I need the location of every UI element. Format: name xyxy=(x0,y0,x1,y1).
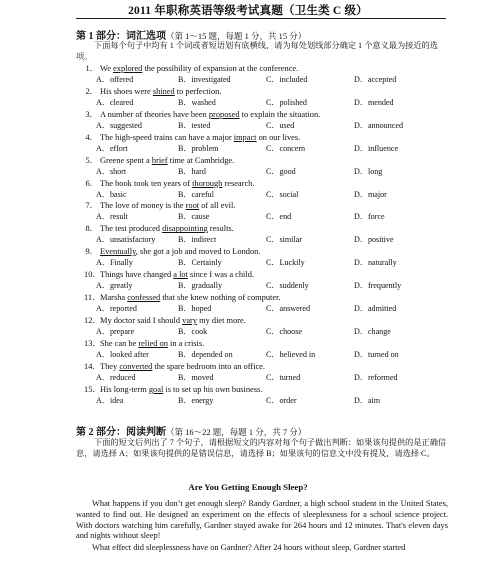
underlined-word: a lot xyxy=(173,270,188,280)
underlined-word: Eventually xyxy=(100,247,136,257)
title-divider xyxy=(76,18,446,19)
question-stem xyxy=(84,293,448,303)
answer-option: A．suggested xyxy=(96,120,142,130)
question-text: Greene spent a xyxy=(100,155,152,165)
underlined-word: disappointing xyxy=(162,224,208,234)
question-text: She can be xyxy=(100,338,139,348)
answer-option: B．cause xyxy=(178,212,210,222)
question-text: Marsha xyxy=(100,293,128,302)
question-text: in a crisis. xyxy=(167,338,205,348)
question-stem xyxy=(84,385,448,395)
part1-note: （第 1～15 题，每题 1 分，共 15 分） xyxy=(166,31,307,41)
answer-option: D．influence xyxy=(354,143,399,153)
part1-heading: 第 1 部分：词汇选项 xyxy=(76,31,166,42)
question-number: 13． xyxy=(84,338,101,348)
question-number: 11． xyxy=(84,293,101,302)
question-text: is to set up his own business. xyxy=(163,384,263,394)
underlined-word: relied on xyxy=(138,338,168,348)
question-number: 8． xyxy=(85,224,98,234)
question-stem xyxy=(84,133,448,143)
question-number: 2． xyxy=(85,86,98,96)
underlined-word: proposed xyxy=(208,109,240,119)
passage-title: Are You Getting Enough Sleep? xyxy=(188,482,308,492)
answer-option: D．change xyxy=(354,326,391,336)
question-text: that she knew nothing of computer. xyxy=(160,293,281,302)
answer-option: C．polished xyxy=(266,97,307,107)
answer-option: D．long xyxy=(354,166,383,176)
question-text: on our lives. xyxy=(256,132,301,142)
underlined-word: brief xyxy=(151,155,168,165)
answer-option: B．washed xyxy=(178,97,216,107)
question-stem xyxy=(84,64,448,74)
question-number: 12． xyxy=(84,315,101,325)
answer-option: A．reported xyxy=(96,304,137,313)
underlined-word: confessed xyxy=(127,293,161,302)
answer-option: B．moved xyxy=(178,372,214,382)
question-stem xyxy=(84,339,448,349)
answer-option: D．positive xyxy=(354,235,394,245)
answer-option: C．answered xyxy=(266,304,311,313)
answer-option: D．force xyxy=(354,212,385,222)
answer-option: C．end xyxy=(266,212,292,222)
underlined-word: vary xyxy=(182,315,198,325)
answer-option: A．result xyxy=(96,212,128,222)
question-stem xyxy=(84,156,448,166)
question-text: My doctor said I should xyxy=(100,315,183,325)
answer-option: D．major xyxy=(354,189,387,199)
question-text: time at Cambridge. xyxy=(167,155,235,165)
answer-option: A．short xyxy=(96,166,127,176)
answer-option: C．used xyxy=(266,120,295,130)
answer-option: D．announced xyxy=(354,120,403,130)
answer-option: D．accepted xyxy=(354,75,397,84)
question-text: His shoes were xyxy=(100,86,153,96)
answer-option: A．offered xyxy=(96,75,134,84)
question-number: 5． xyxy=(85,155,98,165)
answer-option: A．cleared xyxy=(96,97,134,107)
answer-option: D．frequently xyxy=(354,281,402,291)
underlined-word: explored xyxy=(113,64,143,73)
answer-option: D．aim xyxy=(354,395,381,405)
answer-option: D．turned on xyxy=(354,349,399,359)
part2-note: （第 16～22 题，每题 1 分，共 7 分） xyxy=(166,427,307,437)
answer-option: B．problem xyxy=(178,143,219,153)
answer-option: C．choose xyxy=(266,326,302,336)
question-text: The high-speed trains can have a major xyxy=(100,132,234,142)
question-text: to perfection. xyxy=(174,86,222,96)
question-text: since I was a child. xyxy=(187,270,254,280)
question-stem xyxy=(84,247,448,257)
question-text: research. xyxy=(222,178,255,188)
underlined-word: impact xyxy=(233,132,257,142)
question-number: 10． xyxy=(84,270,101,280)
answer-option: A．effort xyxy=(96,143,128,153)
underlined-word: shined xyxy=(152,86,175,96)
part2-heading-row xyxy=(76,423,306,438)
question-text: The book took ten years of xyxy=(100,178,193,188)
answer-option: B．Certainly xyxy=(178,258,222,268)
answer-option: A．idea xyxy=(96,395,124,405)
answer-option: B．hoped xyxy=(178,304,212,313)
answer-option: D．admitted xyxy=(354,304,397,313)
answer-option: D．mended xyxy=(354,97,394,107)
answer-option: B．indirect xyxy=(178,235,217,245)
answer-option: A．Finally xyxy=(96,258,133,268)
answer-option: B．energy xyxy=(178,395,214,405)
question-stem xyxy=(84,224,448,234)
part2-heading: 第 2 部分：阅读判断 xyxy=(76,427,166,438)
question-text: A number of theories have been xyxy=(100,109,209,119)
answer-option: C．included xyxy=(266,75,308,84)
answer-option: B．hard xyxy=(178,166,206,176)
answer-option: B．cook xyxy=(178,326,208,336)
question-text: the spare bedroom into an office. xyxy=(152,361,265,371)
question-text: , she got a job and moved to London. xyxy=(135,247,261,257)
question-number: 6． xyxy=(85,178,98,188)
answer-option: A．unsatisfactory xyxy=(96,235,156,245)
question-number: 4． xyxy=(85,132,98,142)
question-number: 9． xyxy=(85,247,98,257)
underlined-word: thorough xyxy=(192,178,223,188)
answer-option: A．greatly xyxy=(96,281,133,291)
answer-option: A．reduced xyxy=(96,372,136,382)
part2-instruction: 下面的短文后列出了 7 个句子，请根据短文的内容对每个句子做出判断：如果该句提供的是正确信息，请选择 A；如果该句提供的是错误信息，请选择 B；如果该句的信息文中没有提及，请选择 C。 xyxy=(76,438,447,459)
answer-option: B．careful xyxy=(178,189,214,199)
answer-option: C．similar xyxy=(266,235,302,245)
question-stem xyxy=(84,270,448,280)
answer-option: B．investigated xyxy=(178,75,231,84)
answer-option: C．good xyxy=(266,166,296,176)
answer-option: C．order xyxy=(266,395,297,405)
question-stem xyxy=(84,201,448,211)
question-text: of all evil. xyxy=(199,201,236,211)
question-text: We xyxy=(100,64,114,73)
question-stem xyxy=(84,316,448,326)
question-number: 15． xyxy=(84,384,101,394)
question-stem xyxy=(84,179,448,189)
answer-option: C．turned xyxy=(266,372,301,382)
question-text: results. xyxy=(207,224,234,234)
question-number: 3． xyxy=(85,109,98,119)
passage-paragraph: What happens if you don’t get enough sleep? Randy Gardner, a high school student in the United States, wanted to find out. He designed an experiment on the effects of sleeplessness for a school science project. With doctors watching him carefully, Gardner stayed awake for 264 hours and 12 minutes. That's eleven days and nights without sleep! xyxy=(76,499,448,541)
answer-option: C．Luckily xyxy=(266,258,305,268)
answer-option: A．looked after xyxy=(96,349,149,359)
question-number: 14． xyxy=(84,361,101,371)
question-stem xyxy=(84,110,448,120)
question-text: the possibility of expansion at the conference. xyxy=(142,64,299,73)
passage-paragraph: What effect did sleeplessness have on Gardner? After 24 hours without sleep, Gardner started xyxy=(92,543,406,552)
underlined-word: root xyxy=(185,201,200,211)
underlined-word: converted xyxy=(119,361,153,371)
question-text: His long-term xyxy=(100,384,149,394)
answer-option: B．depended on xyxy=(178,349,233,359)
question-text: to explain the situation. xyxy=(239,109,321,119)
question-number: 1． xyxy=(85,64,98,73)
question-text: my diet more. xyxy=(197,315,246,325)
answer-option: C．social xyxy=(266,189,299,199)
answer-option: A．basic xyxy=(96,189,127,199)
question-stem xyxy=(84,87,448,97)
answer-option: C．believed in xyxy=(266,349,316,359)
page-title: 2011 年职称英语等级考试真题（卫生类 C 级） xyxy=(128,5,368,17)
answer-option: D．naturally xyxy=(354,258,397,268)
question-stem xyxy=(84,362,448,372)
question-text: The test produced xyxy=(100,224,163,234)
question-number: 7． xyxy=(85,201,98,211)
answer-option: C．suddenly xyxy=(266,281,309,291)
question-text: Things have changed xyxy=(100,270,174,280)
underlined-word: goal xyxy=(148,384,164,394)
answer-option: B．tested xyxy=(178,120,211,130)
answer-option: D．reformed xyxy=(354,372,398,382)
question-text: The love of money is the xyxy=(100,201,186,211)
question-text: They xyxy=(100,361,120,371)
answer-option: B．gradually xyxy=(178,281,223,291)
answer-option: A．prepare xyxy=(96,326,135,336)
part1-instruction: 下面每个句子中均有 1 个词或者短语划有底横线，请为每处划线部分确定 1 个意义最为接近的选项。 xyxy=(76,41,438,62)
answer-option: C．concern xyxy=(266,143,306,153)
